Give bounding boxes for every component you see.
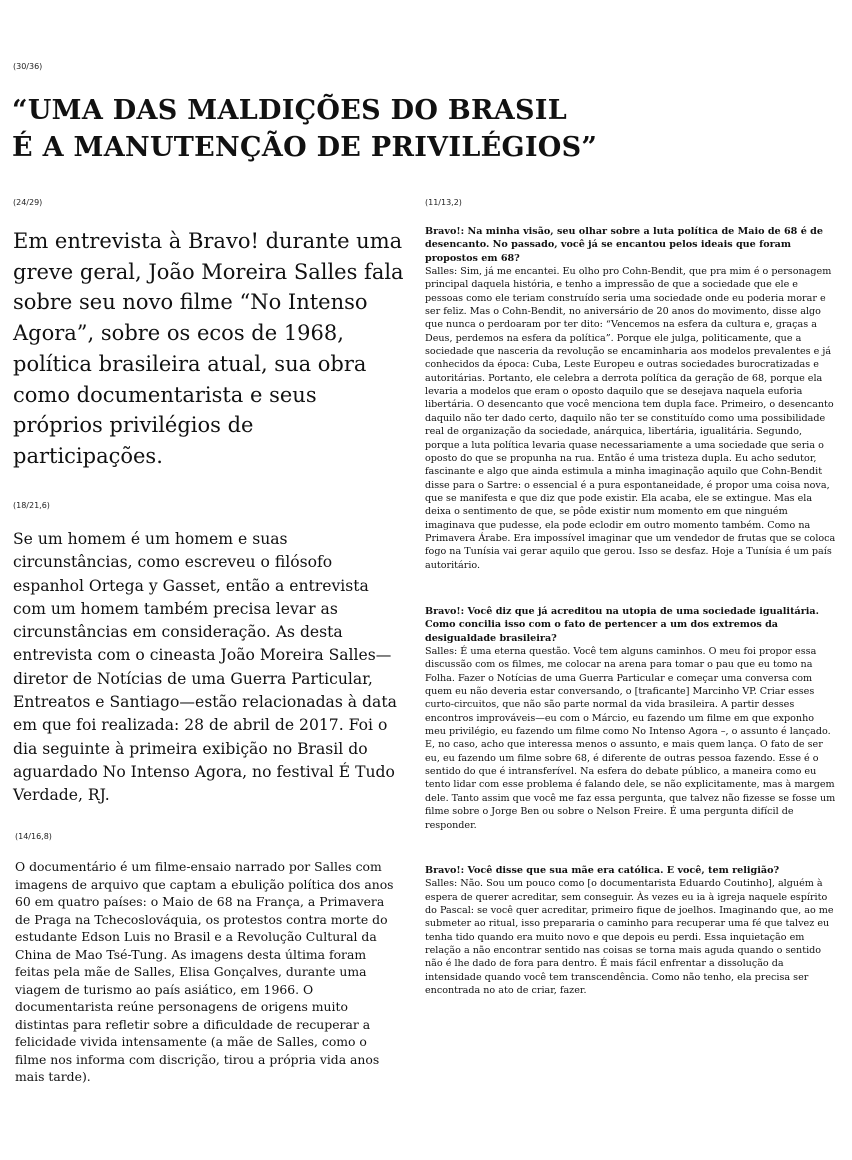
- interview-question: Bravo!: Você disse que sua mãe era católica. E você, tem religião?: [425, 865, 780, 876]
- body-spec-label: (14/16,8): [15, 832, 52, 841]
- interview-question: Bravo!: Na minha visão, seu olhar sobre a luta política de Maio de 68 é de desencanto. No passado, você já se encantou pelos ideais que foram propostos em 68?: [425, 226, 823, 264]
- interview-qa-2: [425, 605, 837, 832]
- body-paragraph: O documentário é um filme-ensaio narrado por Salles com imagens de arquivo que captam a ebulição política dos anos 60 em quatro países: o Maio de 68 na França, a Primavera de Praga na Tchecoslováquia, os protestos contra morte do estudante Edson Luis no Brasil e a Revolução Cultural da China de Mao Tsé-Tung. As imagens desta última foram feitas pela mãe de Salles, Elisa Gonçalves, durante uma viagem de turismo ao país asiático, em 1966. O documentarista reúne personagens de origens muito distintas para refletir sobre a dificuldade de recuperar a felicidade vivida intensamente (a mãe de Salles, como o filme nos informa com discrição, tirou a própria vida anos mais tarde).: [15, 859, 394, 1084]
- title-line-2: É A MANUTENÇÃO DE PRIVILÉGIOS”: [12, 132, 598, 163]
- article-title: [12, 92, 832, 166]
- interview-qa-3: [425, 864, 837, 997]
- interview-spec-label: (11/13,2): [425, 198, 462, 207]
- lede-paragraph: Em entrevista à Bravo! durante uma greve geral, João Moreira Salles fala sobre seu novo filme “No Intenso Agora”, sobre os ecos de 1968, política brasileira atual, sua obra como documentarista e seus próprios privilégios de participações.: [13, 229, 404, 468]
- intro-paragraph: Se um homem é um homem e suas circunstâncias, como escreveu o filósofo espanhol Ortega y Gasset, então a entrevista com um homem também precisa levar as circunstâncias em consideração. As desta entrevista com o cineasta João Moreira Salles—diretor de Notícias de uma Guerra Particular, Entreatos e Santiago—estão relacionadas à data em que foi realizada: 28 de abril de 2017. Foi o dia seguinte à primeira exibição no Brasil do aguardado No Intenso Agora, no festival É Tudo Verdade, RJ.: [13, 530, 397, 805]
- interview-answer: Salles: Sim, já me encantei. Eu olho pro Cohn-Bendit, que pra mim é o personagem principal daquela história, e tenho a impressão de que a sociedade que ele e pessoas como ele teriam construído seria uma sociedade onde eu poderia morar e ser feliz. Mas o Cohn-Bendit, no aniversário de 20 anos do movimento, disse algo que nunca o perdoaram por ter dito: “Vencemos na esfera da cultura e, graças a Deus, perdemos na esfera da política”. Porque ele julga, politicamente, que a sociedade que nasceria da revolução se encaminharia aos modelos prevalentes e já conhecidos da época: Cuba, Leste Europeu e outras sociedades burocratizadas e autoritárias. Portanto, ele celebra a derrota política da geração de 68, porque ela levaria a modelos que eram o oposto daquilo que se desejava naquela euforia libertária. O desencanto que você menciona tem dupla face. Primeiro, o desencanto daquilo não ter dado certo, daquilo não ter se constituído como uma possibilidade real de organização da sociedade, anárquica, libertária, igualitária. Segundo, porque a luta política levaria quase necessariamente a uma sociedade que seria o oposto do que se propunha na rua. Então é uma tristeza dupla. Eu acho sedutor, fascinante e algo que ainda estimula a minha imaginação aquilo que Cohn-Bendit disse para o Sartre: o essencial é a pura espontaneidade, é propor uma coisa nova, que se manifesta e que diz que pode existir. Ela acaba, ele se extingue. Mas ela deixa o sentimento de que, se pôde existir num momento em que ninguém imaginava que pudesse, ela pode eclodir em outro momento também. Como na Primavera Árabe. Era impossível imaginar que um vendedor de frutas que se coloca fogo na Tunísia vai gerar aquilo que gerou. Isso se desfaz. Hoje a Tunísia é um país autoritário.: [425, 266, 836, 571]
- lede-spec-label: (24/29): [13, 198, 43, 207]
- interview-qa-1: [425, 225, 837, 572]
- title-line-1: “UMA DAS MALDIÇÕES DO BRASIL: [12, 95, 567, 126]
- interview-answer: Salles: Não. Sou um pouco como [o documentarista Eduardo Coutinho], alguém à espera de querer acreditar, sem conseguir. Às vezes eu ia à igreja naquele espírito do Pascal: se você quer acreditar, primeiro fique de joelhos. Imaginando que, ao me submeter ao ritual, isso prepararia o caminho para recuperar uma fé que talvez eu tenha tido quando era muito novo e que depois eu perdi. Essa inquietação em relação a não encontrar sentido nas coisas se torna mais aguda quando o sentido não é lhe dado de fora para dentro. É mais fácil enfrentar a dissolução da intensidade quando você tem transcendência. Como não tenho, ela precisa ser encontrada no ato de criar, fazer.: [425, 878, 834, 997]
- interview-answer: Salles: É uma eterna questão. Você tem alguns caminhos. O meu foi propor essa discussão com os filmes, me colocar na arena para tomar o pau que eu tomo na Folha. Fazer o Notícias de uma Guerra Particular e começar uma conversa com quem eu não deveria estar conversando, o [traficante] Marcinho VP. Criar esses curto-circuitos, que não são parte normal da vida brasileira. A partir desses encontros improváveis—eu com o Márcio, eu fazendo um filme em que exponho meu privilégio, eu fazendo um filme como No Intenso Agora –, o assunto é lançado. E, no caso, acho que interessa menos o assunto, e mais quem lança. O fato de ser eu, eu fazendo um filme sobre 68, é diferente de outras pessoa fazendo. Esse é o sentido do que é intransferível. Na esfera do debate público, a maneira como eu tento lidar com esse problema é falando dele, se não explicitamente, mas à margem dele. Tanto assim que você me faz essa pergunta, que talvez não fizesse se fosse um filme sobre o Jorge Ben ou sobre o Nelson Freire. É uma pergunta difícil de responder.: [425, 646, 836, 831]
- intro-spec-label: (18/21,6): [13, 501, 50, 510]
- interview-question: Bravo!: Você diz que já acreditou na utopia de uma sociedade igualitária. Como concilia isso com o fato de pertencer a um dos extremos da desigualdade brasileira?: [425, 606, 819, 644]
- page-spec-label: (30/36): [13, 62, 43, 71]
